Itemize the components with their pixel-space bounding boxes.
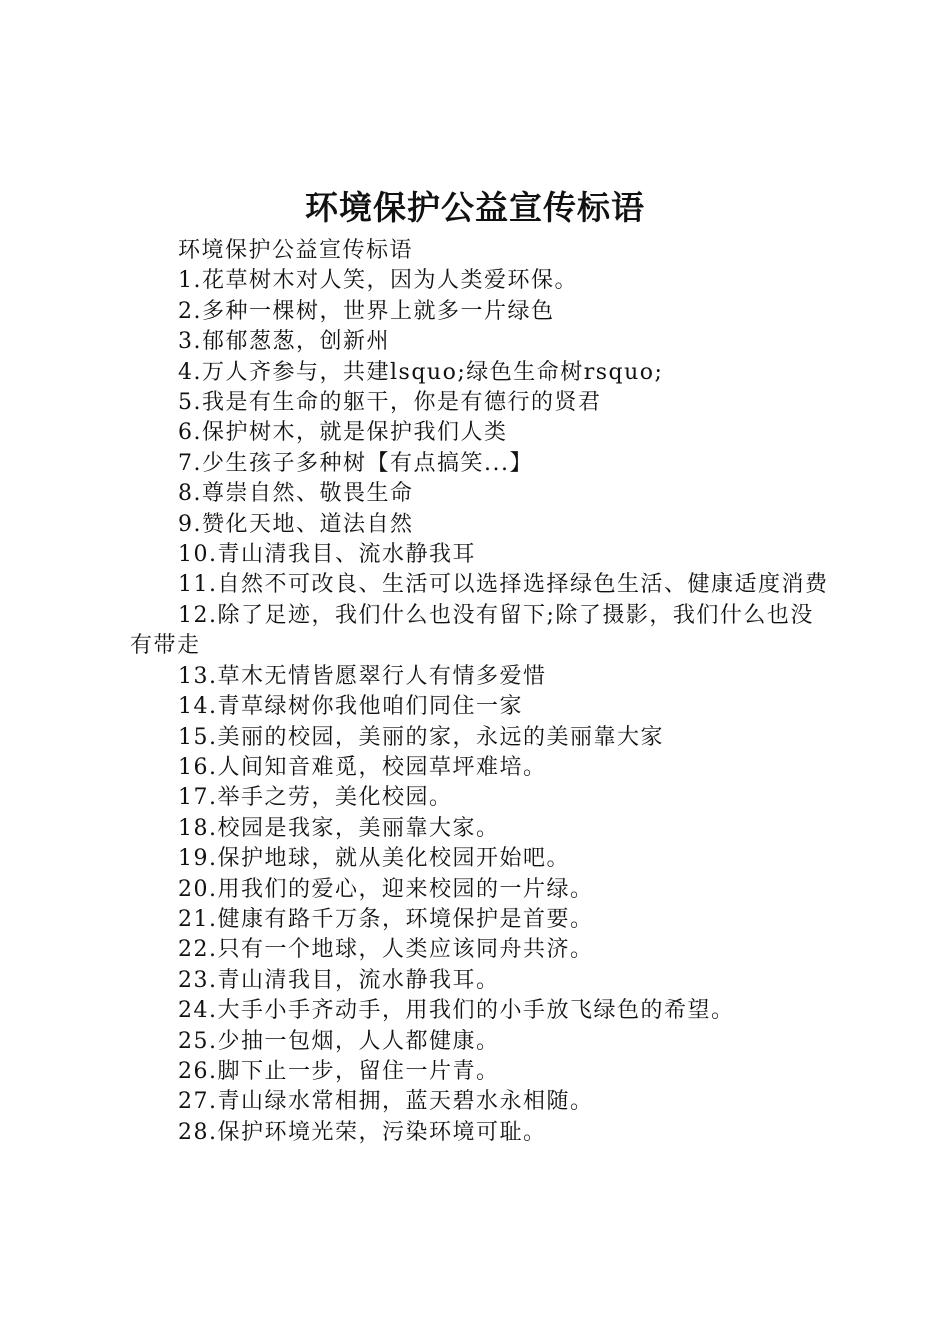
slogan-line: 28.保护环境光荣，污染环境可耻。 [178,1119,547,1145]
slogan-line: 13.草木无情皆愿翠行人有情多爱惜 [178,663,547,689]
slogan-line: 26.脚下止一步，留住一片青。 [178,1058,500,1084]
document-body [130,236,835,1148]
slogan-line: 24.大手小手齐动手，用我们的小手放飞绿色的希望。 [178,998,735,1024]
slogan-line: 12.除了足迹，我们什么也没有留下;除了摄影，我们什么也没有带走 [130,602,814,659]
slogan-line: 23.青山清我目，流水静我耳。 [178,967,500,993]
slogan-line: 8.尊崇自然、敬畏生命 [178,481,414,507]
slogan-line: 15.美丽的校园，美丽的家，永远的美丽靠大家 [178,724,664,750]
slogan-line: 18.校园是我家，美丽靠大家。 [178,815,500,841]
slogan-line: 11.自然不可改良、生活可以选择选择绿色生活、健康适度消费 [178,572,829,598]
slogan-line: 6.保护树木，就是保护我们人类 [178,420,508,446]
slogan-line: 3.郁郁葱葱，创新州 [178,329,390,355]
slogan-line: 17.举手之劳，美化校园。 [178,785,453,811]
slogan-line: 10.青山清我目、流水静我耳 [178,542,476,568]
slogan-line: 14.青草绿树你我他咱们同住一家 [178,694,523,720]
slogan-line: 4.万人齐参与，共建lsquo;绿色生命树rsquo; [178,359,664,385]
slogan-line: 1.花草树木对人笑，因为人类爱环保。 [178,268,578,294]
slogan-line: 20.用我们的爱心，迎来校园的一片绿。 [178,876,594,902]
document-title: 环境保护公益宣传标语 [305,188,645,227]
slogan-line: 5.我是有生命的躯干，你是有德行的贤君 [178,390,602,416]
slogan-line: 7.少生孩子多种树【有点搞笑...】 [178,450,533,476]
slogan-line: 9.赞化天地、道法自然 [178,511,414,537]
slogan-line: 27.青山绿水常相拥，蓝天碧水永相随。 [178,1089,594,1115]
document-subtitle: 环境保护公益宣传标语 [178,238,414,263]
slogan-line: 25.少抽一包烟，人人都健康。 [178,1028,500,1054]
slogan-line: 19.保护地球，就从美化校园开始吧。 [178,846,570,872]
slogan-line: 22.只有一个地球，人类应该同舟共济。 [178,937,594,963]
slogan-line: 21.健康有路千万条，环境保护是首要。 [178,906,594,932]
slogan-line: 16.人间知音难觅，校园草坪难培。 [178,754,547,780]
slogan-line: 2.多种一棵树，世界上就多一片绿色 [178,298,555,324]
